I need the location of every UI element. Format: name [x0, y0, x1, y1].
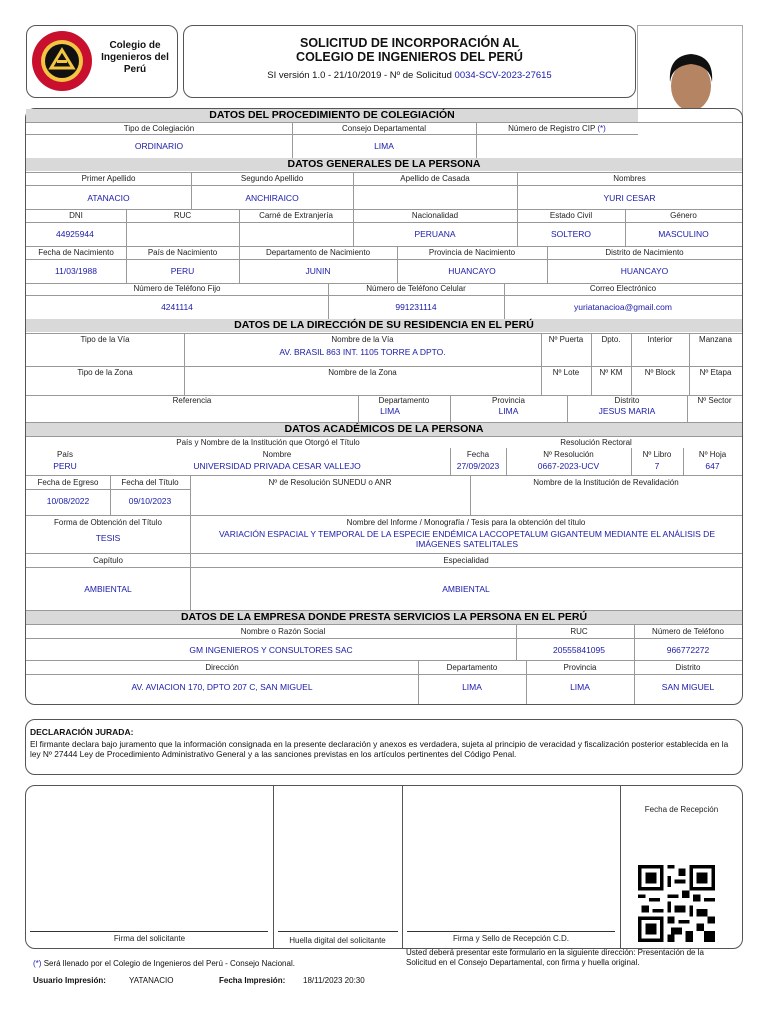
footer-note — [33, 959, 295, 968]
dni-label: DNI — [69, 211, 83, 220]
emp-telefono-value: 966772272 — [666, 645, 710, 655]
dir-provincia-label: Provincia — [492, 396, 525, 405]
estado-civil-value: SOLTERO — [551, 229, 591, 239]
tel-cel-value: 991231114 — [395, 302, 437, 312]
segundo-apellido-label: Segundo Apellido — [240, 174, 304, 183]
emp-distrito-value: SAN MIGUEL — [661, 682, 715, 692]
declaracion-title: DECLARACIÓN JURADA: — [30, 727, 134, 737]
interior-label: Interior — [647, 335, 673, 344]
estado-civil-label: Estado Civil — [549, 211, 593, 220]
footer-instruccion: Usted deberá presentar este formulario en la siguiente dirección: Presentación de la Solicitud en el Consejo Departamental, con firma y huella original. — [406, 948, 704, 967]
declaracion-text: El firmante declara bajo juramento que la información consignada en la presente declaración y anexos es verdadera, sujeta al principio de veracidad y fiscalización posterior establecida en la ley Nº 27444 Ley de Procedimiento Administrativo General y a las sanciones previstas en los artículos pertinentes del Código Penal. — [30, 739, 729, 759]
nombres-value: YURI CESAR — [603, 193, 656, 203]
referencia-label: Referencia — [172, 396, 212, 405]
fecha-titulo-label: Fecha del Título — [121, 478, 179, 487]
fecha-egreso-label: Fecha de Egreso — [37, 478, 99, 487]
section-empresa-title: DATOS DE LA EMPRESA DONDE PRESTA SERVICIOS LA PERSONA EN EL PERÚ — [26, 611, 742, 624]
nresolucion-label: Nº Resolución — [543, 450, 594, 459]
prov-nac-label: Provincia de Nacimiento — [428, 248, 516, 257]
pais-label: País — [56, 450, 73, 459]
nacionalidad-value: PERUANA — [414, 229, 456, 239]
block-label: Nº Block — [644, 368, 676, 377]
segundo-apellido-value: ANCHIRAICO — [245, 193, 299, 203]
dir-departamento-value: LIMA — [380, 406, 400, 416]
title-line-2: COLEGIO DE INGENIEROS DEL PERÚ — [296, 50, 523, 64]
genero-label: Género — [670, 211, 697, 220]
org-name: Colegio de Ingenieros del Perú — [101, 40, 169, 75]
huella-label: Huella digital del solicitante — [289, 936, 386, 945]
firma-solicitante-label: Firma del solicitante — [113, 934, 186, 943]
nombres-label: Nombres — [613, 174, 646, 183]
version-line — [183, 70, 636, 81]
nombre-via-label: Nombre de la Vía — [331, 335, 394, 344]
libro-value: 7 — [654, 461, 660, 471]
ruc-label: RUC — [173, 211, 192, 220]
sello-label: Firma y Sello de Recepción C.D. — [452, 934, 570, 943]
nombre-inst-label: Nombre — [262, 450, 292, 459]
tipo-via-label: Tipo de la Vía — [80, 335, 130, 344]
pais-value: PERU — [53, 461, 77, 471]
consejo-label: Consejo Departamental — [341, 124, 427, 133]
manzana-label: Manzana — [699, 335, 732, 344]
section-direccion-title: DATOS DE LA DIRECCIÓN DE SU RESIDENCIA EN EL PERÚ — [26, 319, 742, 332]
razon-label: Nombre o Razón Social — [240, 627, 326, 636]
usuario-impresion-value: YATANACIO — [129, 976, 174, 985]
dir-provincia-value: LIMA — [498, 406, 519, 416]
consejo-value: LIMA — [374, 141, 394, 151]
fecha-egreso-value: 10/08/2022 — [46, 496, 90, 506]
cip-logo-icon — [31, 30, 93, 92]
emp-ruc-value: 20555841095 — [552, 645, 605, 655]
revalidacion-label: Nombre de la Institución de Revalidación — [533, 478, 679, 487]
tipo-colegiacion-label: Tipo de Colegiación — [123, 124, 195, 133]
depto-nac-label: Departamento de Nacimiento — [265, 248, 371, 257]
emp-telefono-label: Número de Teléfono — [652, 627, 724, 636]
dni-value: 44925944 — [56, 229, 94, 239]
dist-nac-value: HUANCAYO — [620, 266, 669, 276]
nresolucion-value: 0667-2023-UCV — [537, 461, 600, 471]
fecha-nac-label: Fecha de Nacimiento — [38, 248, 114, 257]
dir-distrito-value: JESUS MARIA — [598, 406, 656, 416]
libro-label: Nº Libro — [642, 450, 672, 459]
request-number: 0034-SCV-2023-27615 — [454, 70, 552, 81]
dir-distrito-label: Distrito — [614, 396, 640, 405]
depto-nac-value: JUNIN — [305, 266, 331, 276]
forma-label: Forma de Obtención del Título — [54, 518, 162, 527]
emp-distrito-label: Distrito — [675, 663, 701, 672]
nombre-via-value: AV. BRASIL 863 INT. 1105 TORRE A DPTO. — [279, 347, 446, 357]
apellido-casada-label: Apellido de Casada — [400, 174, 470, 183]
emp-provincia-value: LIMA — [570, 682, 590, 692]
registro-cip-label — [476, 124, 638, 134]
correo-label: Correo Electrónico — [589, 284, 657, 293]
dpto-label: Dpto. — [601, 335, 621, 344]
qr-code-icon — [638, 865, 715, 942]
nombre-zona-label: Nombre de la Zona — [328, 368, 397, 377]
puerta-label: Nº Puerta — [548, 335, 584, 344]
footer-note-text: Será llenado por el Colegio de Ingenieros del Perú - Consejo Nacional. — [43, 959, 295, 968]
sector-label: Nº Sector — [697, 396, 732, 405]
fecha-impresion-label: Fecha Impresión: — [219, 976, 286, 985]
fecha-res-value: 27/09/2023 — [456, 461, 500, 471]
title-line-1: SOLICITUD DE INCORPORACIÓN AL — [300, 36, 519, 50]
capitulo-value: AMBIENTAL — [84, 584, 132, 594]
registro-cip-mark: (*) — [597, 124, 606, 133]
fecha-recepcion-label: Fecha de Recepción — [644, 805, 719, 814]
section-procedimiento-title: DATOS DEL PROCEDIMIENTO DE COLEGIACIÓN — [26, 109, 638, 122]
genero-value: MASCULINO — [658, 229, 709, 239]
informe-label: Nombre del Informe / Monografía / Tesis para la obtención del título — [346, 518, 586, 527]
capitulo-label: Capítulo — [93, 556, 123, 565]
especialidad-value: AMBIENTAL — [442, 584, 490, 594]
dir-departamento-label: Departamento — [378, 396, 430, 405]
section-persona-title: DATOS GENERALES DE LA PERSONA — [26, 158, 742, 171]
nacionalidad-label: Nacionalidad — [411, 211, 459, 220]
footer-note-mark: (*) — [33, 959, 42, 968]
sunedu-label: Nº de Resolución SUNEDU o ANR — [268, 478, 392, 487]
emp-departamento-value: LIMA — [462, 682, 482, 692]
nombre-inst-value: UNIVERSIDAD PRIVADA CESAR VALLEJO — [193, 461, 361, 471]
emp-departamento-label: Departamento — [446, 663, 498, 672]
razon-value: GM INGENIEROS Y CONSULTORES SAC — [189, 645, 353, 655]
dist-nac-label: Distrito de Nacimiento — [605, 248, 684, 257]
hoja-value: 647 — [705, 461, 720, 471]
hoja-label: Nº Hoja — [698, 450, 727, 459]
pais-nac-value: PERU — [170, 266, 195, 276]
fecha-impresion-value: 18/11/2023 20:30 — [303, 976, 365, 985]
tipo-zona-label: Tipo de la Zona — [77, 368, 133, 377]
tipo-colegiacion-value: ORDINARIO — [134, 141, 184, 151]
emp-provincia-label: Provincia — [563, 663, 597, 672]
especialidad-label: Especialidad — [443, 556, 489, 565]
primer-apellido-value: ATANACIO — [87, 193, 130, 203]
fecha-titulo-value: 09/10/2023 — [128, 496, 172, 506]
primer-apellido-label: Primer Apellido — [81, 174, 136, 183]
version-text: SI versión 1.0 - 21/10/2019 - Nº de Solicitud — [267, 70, 452, 81]
fecha-nac-value: 11/03/1988 — [55, 266, 97, 276]
forma-value: TESIS — [95, 533, 121, 543]
section-academicos-title: DATOS ACADÉMICOS DE LA PERSONA — [26, 423, 742, 436]
carne-label: Carné de Extranjería — [259, 211, 333, 220]
emp-ruc-label: RUC — [570, 627, 588, 636]
emp-direccion-value: AV. AVIACION 170, DPTO 207 C, SAN MIGUEL — [131, 682, 313, 692]
resolucion-rectoral-label: Resolución Rectoral — [560, 438, 632, 447]
emp-direccion-label: Dirección — [205, 663, 239, 672]
pais-institucion-label: País y Nombre de la Institución que Otorgó el Título — [176, 438, 360, 447]
usuario-impresion-label: Usuario Impresión: — [33, 976, 106, 985]
fecha-res-label: Fecha — [466, 450, 490, 459]
correo-value: yuriatanacioa@gmail.com — [574, 302, 672, 312]
km-label: Nº KM — [599, 368, 623, 377]
lote-label: Nº Lote — [552, 368, 580, 377]
etapa-label: Nº Etapa — [699, 368, 732, 377]
prov-nac-value: HUANCAYO — [448, 266, 496, 276]
tel-cel-label: Número de Teléfono Celular — [366, 284, 466, 293]
registro-cip-text: Número de Registro CIP — [508, 124, 596, 133]
tel-fijo-value: 4241114 — [161, 302, 193, 312]
informe-value: VARIACIÓN ESPACIAL Y TEMPORAL DE LA ESPECIE ENDÉMICA LACCOPETALUM GIGANTEUM MEDIANTE EL ANÁLISIS DE IMÁGENES SATELITALES — [219, 529, 715, 549]
tel-fijo-label: Número de Teléfono Fijo — [133, 284, 221, 293]
pais-nac-label: País de Nacimiento — [147, 248, 218, 257]
